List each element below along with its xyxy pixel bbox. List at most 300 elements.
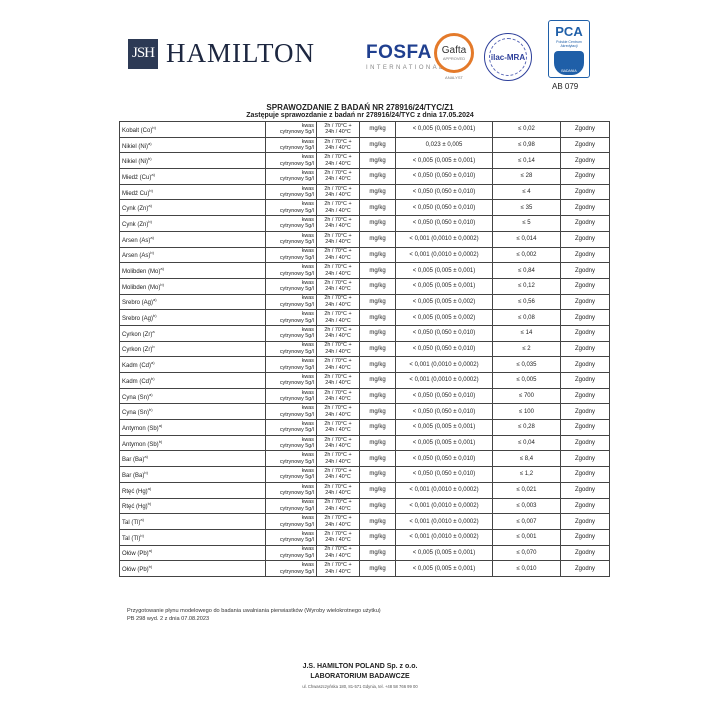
element-note-marker: a [152,328,155,334]
element-name: Bar (Ba) [122,472,145,479]
conditions-line-2: 24h / 40°C [325,207,351,214]
element-name-cell [120,169,266,185]
conditions-line-1: 2h / 70°C + [324,389,352,396]
conditions-cell [317,169,360,185]
conditions-cell [317,357,360,373]
conditions-line-1: 2h / 70°C + [324,138,352,145]
medium-cell [266,451,317,467]
conditions-line-2: 24h / 40°C [325,348,351,355]
unit-cell: mg/kg [360,561,396,577]
medium-line-2: cytrynowy 5g/l [279,270,314,277]
conditions-line-2: 24h / 40°C [325,521,351,528]
unit-cell: mg/kg [360,231,396,247]
medium-line-2: cytrynowy 5g/l [279,129,314,136]
medium-line-1: kwas [301,467,314,474]
medium-line-1: kwas [301,373,314,380]
medium-line-1: kwas [301,295,314,302]
element-note-marker: a) [149,391,153,397]
limit-cell: ≤ 4 [493,184,561,200]
conditions-cell [317,122,360,138]
unit-cell: mg/kg [360,529,396,545]
conditions-line-1: 2h / 70°C + [324,154,352,161]
result-cell: < 0,001 (0,0010 ± 0,0002) [396,482,493,498]
result-cell: < 0,050 (0,050 ± 0,010) [396,341,493,357]
conditions-line-1: 2h / 70°C + [324,515,352,522]
medium-line-2: cytrynowy 5g/l [279,317,314,324]
unit-cell: mg/kg [360,420,396,436]
unit-cell: mg/kg [360,153,396,169]
limit-cell: ≤ 0,003 [493,498,561,514]
medium-cell [266,169,317,185]
conditions-line-1: 2h / 70°C + [324,546,352,553]
medium-line-1: kwas [301,326,314,333]
medium-cell [266,388,317,404]
evaluation-cell: Zgodny [561,310,610,326]
limit-cell: ≤ 0,001 [493,529,561,545]
element-note-marker: b) [160,281,164,287]
conditions-cell [317,482,360,498]
element-name-cell [120,231,266,247]
table-row [120,263,610,279]
unit-cell: mg/kg [360,482,396,498]
conditions-cell [317,153,360,169]
element-note-marker: a) [148,548,153,554]
medium-line-2: cytrynowy 5g/l [279,223,314,230]
table-row [120,310,610,326]
result-cell: < 0,005 (0,005 ± 0,001) [396,153,493,169]
medium-cell [266,545,317,561]
table-row [120,482,610,498]
medium-line-2: cytrynowy 5g/l [279,192,314,199]
conditions-cell [317,310,360,326]
element-name-cell [120,294,266,310]
evaluation-cell: Zgodny [561,420,610,436]
result-cell: < 0,001 (0,0010 ± 0,0002) [396,498,493,514]
element-name-cell [120,341,266,357]
element-name: Ołów (Pb) [122,567,149,574]
element-note-marker: b) [152,124,156,130]
element-name-cell [120,435,266,451]
element-note-marker: a) [153,297,157,303]
element-name-cell [120,545,266,561]
evaluation-cell: Zgodny [561,325,610,341]
element-name: Kadm (Cd) [122,378,152,385]
medium-line-2: cytrynowy 5g/l [279,160,314,167]
conditions-cell [317,247,360,263]
hamilton-monogram: JSH [128,39,158,69]
medium-cell [266,184,317,200]
fosfa-subtitle: INTERNATIONAL [366,65,445,71]
pca-accreditation-logo [548,20,590,78]
unit-cell: mg/kg [360,310,396,326]
element-name-cell [120,451,266,467]
unit-cell: mg/kg [360,325,396,341]
medium-line-2: cytrynowy 5g/l [279,364,314,371]
evaluation-cell: Zgodny [561,482,610,498]
conditions-line-2: 24h / 40°C [325,364,351,371]
element-name: Tal (Tl) [122,520,141,527]
element-name: Cynk (Zn) [122,221,149,228]
conditions-line-1: 2h / 70°C + [324,326,352,333]
element-name-cell [120,310,266,326]
element-note-marker: b) [149,407,153,413]
limit-cell: ≤ 0,14 [493,153,561,169]
results-table-body [120,122,610,577]
unit-cell: mg/kg [360,263,396,279]
element-name: Arsen (As) [122,253,151,260]
medium-line-1: kwas [301,279,314,286]
conditions-line-1: 2h / 70°C + [324,467,352,474]
table-row [120,278,610,294]
result-cell: < 0,050 (0,050 ± 0,010) [396,467,493,483]
limit-cell: ≤ 0,56 [493,294,561,310]
limit-cell: ≤ 0,002 [493,247,561,263]
gafta-wordmark: Gafta [441,45,467,56]
gafta-caption: ANALYST [445,75,463,80]
element-name-cell [120,137,266,153]
fosfa-wordmark: FOSFA [366,42,432,63]
table-row [120,184,610,200]
medium-cell [266,247,317,263]
medium-line-1: kwas [301,358,314,365]
table-row [120,137,610,153]
evaluation-cell: Zgodny [561,184,610,200]
limit-cell: ≤ 8,4 [493,451,561,467]
medium-line-1: kwas [301,483,314,490]
table-row [120,216,610,232]
conditions-cell [317,200,360,216]
conditions-cell [317,529,360,545]
unit-cell: mg/kg [360,137,396,153]
conditions-cell [317,404,360,420]
element-name-cell [120,278,266,294]
conditions-cell [317,545,360,561]
medium-cell [266,561,317,577]
medium-line-1: kwas [301,452,314,459]
evaluation-cell: Zgodny [561,404,610,420]
element-note-marker: b) [140,532,144,538]
conditions-line-1: 2h / 70°C + [324,483,352,490]
accreditation-number: AB 079 [552,82,579,91]
element-name: Srebro (Ag) [122,316,154,323]
limit-cell: ≤ 0,04 [493,435,561,451]
conditions-line-2: 24h / 40°C [325,254,351,261]
medium-line-1: kwas [301,311,314,318]
medium-line-2: cytrynowy 5g/l [279,474,314,481]
medium-cell [266,529,317,545]
evaluation-cell: Zgodny [561,216,610,232]
conditions-line-1: 2h / 70°C + [324,452,352,459]
medium-line-1: kwas [301,405,314,412]
element-note-marker: a) [147,485,152,491]
table-row [120,561,610,577]
result-cell: 0,023 ± 0,005 [396,137,493,153]
limit-cell: ≤ 0,08 [493,310,561,326]
unit-cell: mg/kg [360,341,396,357]
element-name: Cyrkon (Zr) [122,347,153,354]
medium-line-2: cytrynowy 5g/l [279,537,314,544]
limit-cell: ≤ 100 [493,404,561,420]
evaluation-cell: Zgodny [561,467,610,483]
table-row [120,357,610,373]
pca-subtitle: Polskie Centrum Akredytacji [556,40,582,48]
ilac-mra-logo [484,33,532,81]
unit-cell: mg/kg [360,451,396,467]
conditions-line-2: 24h / 40°C [325,505,351,512]
medium-line-2: cytrynowy 5g/l [279,411,314,418]
evaluation-cell: Zgodny [561,561,610,577]
conditions-line-2: 24h / 40°C [325,474,351,481]
method-note-line-2: PB 298 wyd. 2 z dnia 07.08.2023 [127,616,210,622]
element-name-cell [120,263,266,279]
limit-cell: ≤ 0,010 [493,561,561,577]
medium-cell [266,514,317,530]
element-name-cell [120,404,266,420]
medium-line-2: cytrynowy 5g/l [279,145,314,152]
unit-cell: mg/kg [360,404,396,420]
conditions-line-1: 2h / 70°C + [324,169,352,176]
conditions-line-1: 2h / 70°C + [324,279,352,286]
conditions-line-1: 2h / 70°C + [324,216,352,223]
element-name: Srebro (Ag) [122,300,154,307]
result-cell: < 0,050 (0,050 ± 0,010) [396,216,493,232]
element-note-marker: b) [158,438,163,444]
conditions-line-2: 24h / 40°C [325,427,351,434]
method-note [127,607,381,623]
element-name: Arsen (As) [122,237,151,244]
evaluation-cell: Zgodny [561,498,610,514]
evaluation-cell: Zgodny [561,200,610,216]
medium-cell [266,498,317,514]
result-cell: < 0,050 (0,050 ± 0,010) [396,200,493,216]
limit-cell: ≤ 0,005 [493,373,561,389]
element-name-cell [120,388,266,404]
element-name: Tal (Tl) [122,535,141,542]
conditions-line-2: 24h / 40°C [325,129,351,136]
conditions-cell [317,184,360,200]
result-cell: < 0,001 (0,0010 ± 0,0002) [396,247,493,263]
evaluation-cell: Zgodny [561,137,610,153]
medium-line-2: cytrynowy 5g/l [279,333,314,340]
element-name-cell [120,325,266,341]
element-name-cell [120,122,266,138]
element-name-cell [120,482,266,498]
limit-cell: ≤ 0,28 [493,420,561,436]
conditions-line-2: 24h / 40°C [325,333,351,340]
medium-line-2: cytrynowy 5g/l [279,207,314,214]
medium-cell [266,341,317,357]
medium-line-1: kwas [301,562,314,569]
footer-address: ul. Chwaszczyńska 180, 81-571 Gdynia, tel. +48 58 766 99 00 [302,684,418,689]
evaluation-cell: Zgodny [561,451,610,467]
element-name: Kobalt (Co) [122,127,153,134]
medium-line-1: kwas [301,154,314,161]
conditions-line-2: 24h / 40°C [325,239,351,246]
conditions-cell [317,373,360,389]
result-cell: < 0,001 (0,0010 ± 0,0002) [396,514,493,530]
limit-cell: ≤ 0,12 [493,278,561,294]
element-note-marker: a) [148,203,152,209]
conditions-line-2: 24h / 40°C [325,552,351,559]
element-note-marker: a) [151,360,155,366]
conditions-cell [317,341,360,357]
limit-cell: ≤ 0,007 [493,514,561,530]
medium-line-2: cytrynowy 5g/l [279,348,314,355]
medium-line-1: kwas [301,342,314,349]
table-row [120,325,610,341]
pca-wordmark: PCA [555,24,583,39]
conditions-line-1: 2h / 70°C + [324,185,352,192]
medium-line-1: kwas [301,122,314,129]
evaluation-cell: Zgodny [561,122,610,138]
conditions-line-1: 2h / 70°C + [324,420,352,427]
result-cell: < 0,050 (0,050 ± 0,010) [396,325,493,341]
conditions-line-1: 2h / 70°C + [324,373,352,380]
limit-cell: ≤ 35 [493,200,561,216]
conditions-line-1: 2h / 70°C + [324,311,352,318]
conditions-line-1: 2h / 70°C + [324,122,352,129]
table-row [120,169,610,185]
limit-cell: ≤ 0,021 [493,482,561,498]
report-title: SPRAWOZDANIE Z BADAŃ NR 278916/24/TYC/Z1 [266,103,454,112]
limit-cell: ≤ 2 [493,341,561,357]
element-name: Cynk (Zn) [122,206,149,213]
medium-line-2: cytrynowy 5g/l [279,254,314,261]
medium-line-2: cytrynowy 5g/l [279,458,314,465]
unit-cell: mg/kg [360,184,396,200]
medium-line-1: kwas [301,264,314,271]
conditions-line-1: 2h / 70°C + [324,232,352,239]
element-note-marker: b) [148,156,152,162]
conditions-cell [317,435,360,451]
element-note-marker: a) [158,422,163,428]
unit-cell: mg/kg [360,467,396,483]
conditions-line-2: 24h / 40°C [325,160,351,167]
conditions-line-1: 2h / 70°C + [324,562,352,569]
result-cell: < 0,005 (0,005 ± 0,001) [396,545,493,561]
medium-line-2: cytrynowy 5g/l [279,443,314,450]
conditions-cell [317,451,360,467]
result-cell: < 0,001 (0,0010 ± 0,0002) [396,231,493,247]
conditions-line-2: 24h / 40°C [325,223,351,230]
table-row [120,451,610,467]
conditions-line-2: 24h / 40°C [325,396,351,403]
conditions-cell [317,263,360,279]
unit-cell: mg/kg [360,357,396,373]
table-row [120,498,610,514]
element-note-marker: b) [149,187,153,193]
result-cell: < 0,005 (0,005 ± 0,001) [396,561,493,577]
element-name: Miedź (Cu) [122,174,152,181]
conditions-cell [317,498,360,514]
conditions-line-2: 24h / 40°C [325,537,351,544]
element-note-marker: a) [144,454,148,460]
unit-cell: mg/kg [360,388,396,404]
element-note-marker: b) [144,469,148,475]
unit-cell: mg/kg [360,545,396,561]
medium-line-1: kwas [301,389,314,396]
medium-cell [266,325,317,341]
element-name: Antymon (Sb) [122,441,159,448]
conditions-line-2: 24h / 40°C [325,458,351,465]
medium-line-1: kwas [301,201,314,208]
medium-line-2: cytrynowy 5g/l [279,521,314,528]
medium-line-2: cytrynowy 5g/l [279,396,314,403]
medium-line-1: kwas [301,546,314,553]
unit-cell: mg/kg [360,294,396,310]
conditions-line-2: 24h / 40°C [325,443,351,450]
element-name-cell [120,247,266,263]
conditions-cell [317,514,360,530]
limit-cell: ≤ 700 [493,388,561,404]
unit-cell: mg/kg [360,373,396,389]
result-cell: < 0,005 (0,005 ± 0,001) [396,122,493,138]
conditions-line-1: 2h / 70°C + [324,248,352,255]
unit-cell: mg/kg [360,498,396,514]
table-row [120,294,610,310]
element-name-cell [120,467,266,483]
medium-cell [266,310,317,326]
gafta-subtitle: APPROVED [442,56,466,61]
medium-line-1: kwas [301,499,314,506]
element-note-marker: b) [153,313,157,319]
footer-lab: LABORATORIUM BADAWCZE [310,673,410,680]
medium-line-1: kwas [301,216,314,223]
footer-company: J.S. HAMILTON POLAND Sp. z o.o. [302,663,418,670]
evaluation-cell: Zgodny [561,294,610,310]
conditions-line-1: 2h / 70°C + [324,358,352,365]
medium-cell [266,404,317,420]
results-table [119,121,610,577]
evaluation-cell: Zgodny [561,247,610,263]
limit-cell: ≤ 0,035 [493,357,561,373]
table-row [120,200,610,216]
element-name-cell [120,373,266,389]
conditions-cell [317,561,360,577]
conditions-cell [317,388,360,404]
table-row [120,153,610,169]
table-row [120,388,610,404]
table-row [120,435,610,451]
medium-cell [266,420,317,436]
medium-line-2: cytrynowy 5g/l [279,568,314,575]
ilac-inner-ring [489,38,527,76]
medium-line-2: cytrynowy 5g/l [279,552,314,559]
element-note-marker: a) [140,517,144,523]
element-note-marker: a) [151,171,155,177]
hamilton-wordmark: HAMILTON [166,38,316,68]
limit-cell: ≤ 28 [493,169,561,185]
element-name: Antymon (Sb) [122,425,159,432]
medium-line-1: kwas [301,420,314,427]
table-row [120,341,610,357]
element-note-marker: b) [150,250,154,256]
result-cell: < 0,005 (0,005 ± 0,001) [396,435,493,451]
element-name: Bar (Ba) [122,457,145,464]
medium-cell [266,278,317,294]
element-name: Rtęć (Hg) [122,504,148,511]
evaluation-cell: Zgodny [561,341,610,357]
conditions-cell [317,216,360,232]
result-cell: < 0,050 (0,050 ± 0,010) [396,404,493,420]
limit-cell: ≤ 0,014 [493,231,561,247]
ilac-wordmark: ilac-MRA [490,52,526,62]
pca-badge-text: BADANIA [561,69,577,73]
medium-line-1: kwas [301,169,314,176]
element-name-cell [120,200,266,216]
medium-cell [266,231,317,247]
unit-cell: mg/kg [360,278,396,294]
